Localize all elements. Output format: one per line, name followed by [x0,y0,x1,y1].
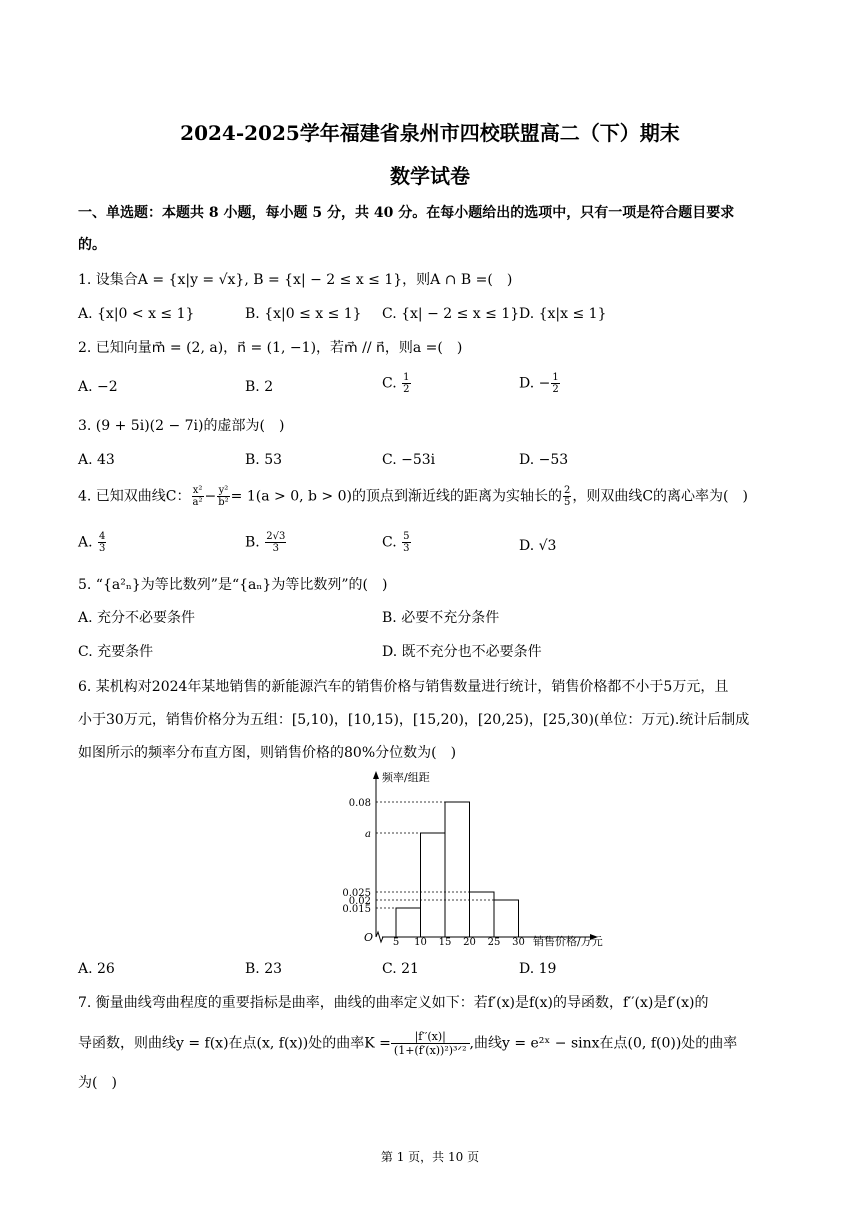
q5-stem: 5. “{a²ₙ}为等比数列”是“{aₙ}为等比数列”的( ) [78,577,388,593]
y-tick-label: 0.025 [342,888,371,899]
q3-option-c: C. −53i [382,452,436,468]
q1-option-d: D. {x|x ≤ 1} [519,306,607,322]
q3-option-d: D. −53 [519,452,569,468]
q1-option-c: C. {x| − 2 ≤ x ≤ 1} [382,306,520,322]
exam-subtitle: 数学试卷 [390,164,470,188]
x-tick-label: 5 [392,937,400,948]
histogram-bar [445,802,470,937]
q6-stem-line2: 小于30万元，销售价格分为五组：[5,10)，[10,15)，[15,20)，[20,25)，[25,30)(单位：万元).统计后制成 [78,712,750,728]
x-tick-label: 30 [512,937,525,948]
q5-option-b: B. 必要不充分条件 [382,610,500,626]
q7-stem-line2: 导函数，则曲线y = f(x)在点(x, f(x))处的曲率K = $\frac{|f''(x)|}{\text{(1+(f′(x))²)³ᐟ²}}$ ,曲线y = e²ˣ − sinx在点(0, f(0))处的曲率 [78,1030,738,1057]
q2-option-a: A. −2 [78,379,118,395]
histogram-bar [421,833,446,937]
y-axis-label: 频率/组距 [382,771,430,784]
origin-label: O [364,931,374,944]
y-tick-label: 0.015 [342,904,371,915]
page-footer: 第 1 页，共 10 页 [380,1150,480,1164]
x-tick-label: 25 [487,937,501,948]
q2-option-b: B. 2 [245,379,274,395]
q5-option-d: D. 既不充分也不必要条件 [382,644,542,660]
y-tick-label: 0.02 [348,896,371,907]
q5-option-a: A. 充分不必要条件 [78,610,196,626]
y-tick-label: 0.08 [348,798,371,809]
q4-stem: 4. 已知双曲线C： $\frac{\text{x²}}{\text{a²}}$ − $\frac{\text{y²}}{\text{b²}}$ = 1(a > 0, b > 0)的顶点到渐近线的距离为实轴长的 $\frac{2}{5}$ ，则双曲线C的离心率为( ) [78,485,748,508]
q2-option-c: C. $\frac{1}{2}$ [382,372,410,395]
q3-option-b: B. 53 [245,452,283,468]
q1-option-b: B. {x|0 ≤ x ≤ 1} [245,306,362,322]
q1-stem: 1. 设集合A = {x|y = √x}, B = {x| − 2 ≤ x ≤ 1}，则A ∩ B =( ) [78,272,513,288]
section-heading: 一、单选题：本题共 8 小题，每小题 5 分，共 40 分。在每小题给出的选项中，只有一项是符合题目要求 [78,205,735,221]
histogram-bar [396,908,421,937]
q4-option-c: C. $\frac{5}{3}$ [382,531,410,554]
q4-option-a: A. $\frac{4}{3}$ [78,531,106,554]
q2-option-d: D. − $\frac{1}{2}$ [519,372,559,395]
section-heading-cont: 的。 [78,237,106,253]
q6-stem-line1: 6. 某机构对2024年某地销售的新能源汽车的销售价格与销售数量进行统计，销售价格都不小于5万元，且 [78,679,729,695]
q4-option-b: B. $\frac{2√3}{3}$ [245,531,286,554]
q6-stem-line3: 如图所示的频率分布直方图，则销售价格的80%分位数为( ) [78,745,457,761]
q3-stem: 3. (9 + 5i)(2 − 7i)的虚部为( ) [78,418,285,434]
q6-option-c: C. 21 [382,961,419,977]
histogram-bar [494,900,519,937]
q5-option-c: C. 充要条件 [78,644,154,660]
histogram-bar [470,892,495,937]
y-tick-label: a [365,829,371,840]
q7-stem-line3: 为( ) [78,1075,117,1091]
q3-option-a: A. 43 [78,452,115,468]
q6-option-d: D. 19 [519,961,557,977]
q1-option-a: A. {x|0 < x ≤ 1} [78,306,195,322]
q2-stem: 2. 已知向量m⃗ = (2, a)，n⃗ = (1, −1)，若m⃗ // n⃗，则a =( ) [78,340,463,356]
x-tick-label: 15 [438,937,452,948]
q7-stem-line1: 7. 衡量曲线弯曲程度的重要指标是曲率，曲线的曲率定义如下：若f′(x)是f(x)的导函数，f′′(x)是f′(x)的 [78,995,709,1011]
q6-option-a: A. 26 [78,961,115,977]
q6-option-b: B. 23 [245,961,283,977]
x-axis-label: 销售价格/万元 [533,935,603,948]
frequency-histogram [330,765,630,950]
q4-option-d: D. √3 [519,538,557,554]
exam-title: 2024-2025学年福建省泉州市四校联盟高二（下）期末 [180,121,680,145]
x-tick-label: 20 [463,937,476,948]
y-axis [373,771,379,937]
x-tick-label: 10 [414,937,427,948]
